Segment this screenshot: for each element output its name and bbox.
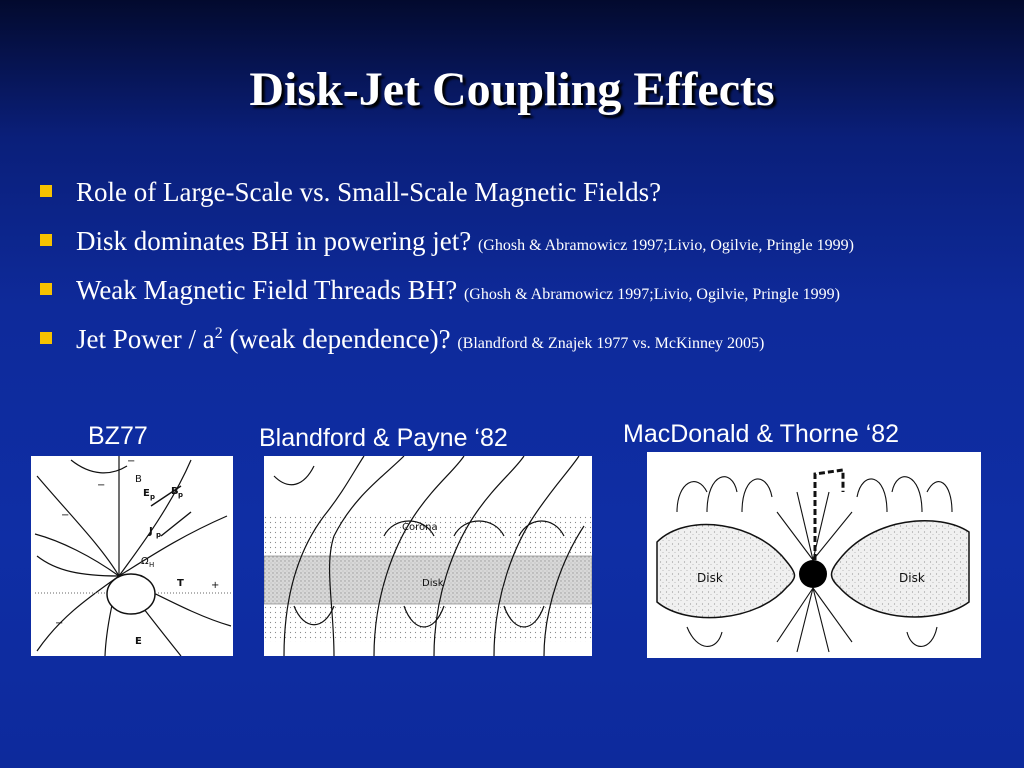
bz77-label-bp: B: [171, 486, 179, 497]
bullet-item: [40, 270, 1020, 319]
bullet-item: [40, 221, 1020, 270]
bullet-text: Jet Power / a: [76, 324, 215, 354]
mt82-diagram: [647, 452, 981, 658]
mt82-label-disk-right: Disk: [899, 571, 925, 585]
bz77-sub-bp: p: [178, 491, 184, 499]
bz77-label-minus: −: [127, 456, 136, 467]
bz77-label-minus: −: [55, 618, 64, 629]
figure-caption-mt82: MacDonald & Thorne ‘82: [623, 420, 900, 448]
bullet-text-continued: (weak dependence)?: [222, 324, 451, 354]
bp82-figure: [264, 456, 592, 656]
bz77-diagram: [31, 456, 233, 656]
superscript: 2: [214, 325, 223, 342]
bullet-citation: (Ghosh & Abramowicz 1997;Livio, Ogilvie, Pringle 1999): [463, 286, 840, 303]
bullet-citation: (Ghosh & Abramowicz 1997;Livio, Ogilvie, Pringle 1999): [477, 237, 854, 254]
bullet-text: Disk dominates BH in powering jet?: [76, 226, 472, 256]
bullet-marker: [40, 234, 52, 246]
bz77-label-ep: E: [143, 488, 150, 499]
bullet-list: [40, 172, 1020, 368]
bz77-label-jp: J: [149, 526, 153, 537]
bz77-sub-ep: p: [150, 493, 156, 501]
bullet-text: Weak Magnetic Field Threads BH?: [76, 275, 458, 305]
bp82-label-corona: Corona: [402, 522, 438, 533]
bz77-label-omega: Ω: [141, 556, 149, 567]
figure-caption-bz77: BZ77: [88, 422, 148, 450]
bullet-item: [40, 319, 1020, 368]
bp82-label-disk: Disk: [422, 578, 444, 589]
bullet-item: [40, 172, 1020, 221]
bz77-label-plus: +: [211, 580, 220, 591]
bullet-citation: (Blandford & Znajek 1977 vs. McKinney 2005): [457, 335, 765, 352]
bz77-label-e: E: [135, 636, 142, 647]
slide-title: Disk-Jet Coupling Effects: [249, 63, 775, 116]
bz77-label-bfield: B: [135, 474, 142, 485]
bz77-sub-jp: p: [156, 531, 162, 539]
bullet-text: Role of Large-Scale vs. Small-Scale Magnetic Fields?: [76, 177, 662, 207]
bz77-figure: [31, 456, 233, 656]
mt82-label-disk-left: Disk: [697, 571, 723, 585]
bullet-marker: [40, 283, 52, 295]
bullet-marker: [40, 332, 52, 344]
bz77-sub-omega: H: [149, 561, 155, 569]
figure-caption-bp82: Blandford & Payne ‘82: [259, 424, 508, 452]
bullet-marker: [40, 185, 52, 197]
bz77-label-minus: −: [97, 480, 106, 491]
bp82-diagram: [264, 456, 592, 656]
mt82-figure: [647, 452, 981, 658]
bz77-label-minus: −: [61, 510, 70, 521]
bz77-label-t: T: [177, 578, 184, 589]
